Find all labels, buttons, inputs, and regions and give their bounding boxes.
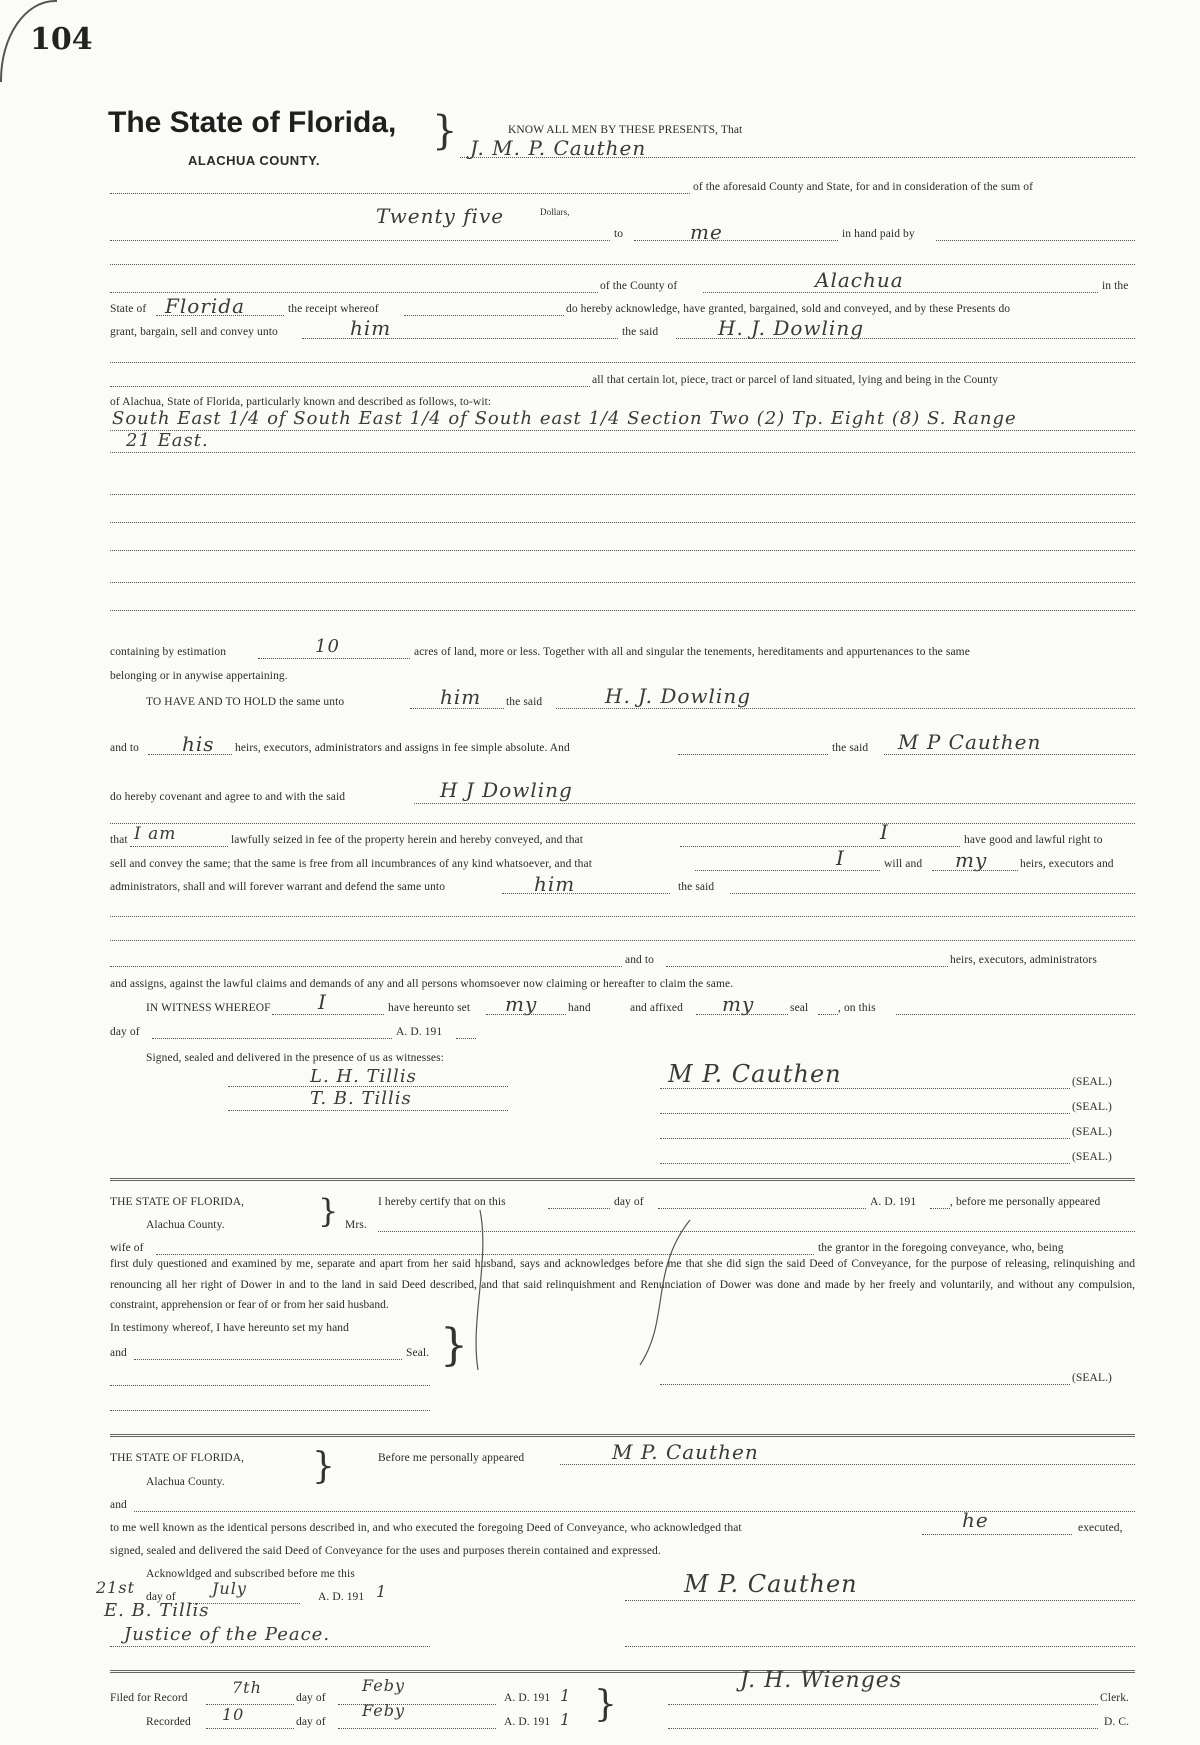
rule <box>258 658 410 659</box>
state-of-text: State of <box>110 303 147 315</box>
rule <box>818 1014 838 1015</box>
rule <box>110 916 1135 917</box>
receipt-text: the receipt whereof <box>288 303 379 315</box>
have-grantee-handwriting: H. J. Dowling <box>605 684 752 708</box>
filed-ad: A. D. 191 <box>504 1692 551 1704</box>
grantor-handwriting: J. M. P. Cauthen <box>470 136 647 160</box>
dower-county: Alachua County. <box>146 1219 225 1231</box>
ack-month-handwriting: July <box>212 1579 247 1598</box>
hand-handwriting: my <box>505 992 538 1016</box>
header-brace: } <box>432 108 458 154</box>
acres-handwriting: 10 <box>315 636 340 657</box>
rule <box>668 1728 1098 1729</box>
filed-year-handwriting: 1 <box>560 1686 572 1705</box>
ack-acknowledged: Acknowldged and subscribed before me this <box>146 1568 355 1580</box>
containing-text: containing by estimation <box>110 646 227 658</box>
rule <box>110 550 1135 551</box>
rule <box>110 966 622 967</box>
rule <box>414 803 1135 804</box>
rec-dayof: day of <box>296 1716 326 1728</box>
dower-brace: } <box>318 1192 339 1230</box>
grantor-signature: M P. Cauthen <box>668 1060 842 1088</box>
ack-before: Before me personally appeared <box>378 1452 525 1464</box>
rule <box>110 582 1135 583</box>
dower-state: THE STATE OF FLORIDA, <box>110 1196 245 1208</box>
rec-day-handwriting: 10 <box>222 1705 245 1724</box>
rule <box>730 893 1135 894</box>
said-grantor-handwriting: M P Cauthen <box>898 730 1042 754</box>
section-divider <box>110 1434 1135 1437</box>
rule <box>206 1704 294 1705</box>
dower-seal: (SEAL.) <box>1072 1372 1112 1384</box>
rule <box>660 1113 1070 1114</box>
the-said-text: the said <box>622 326 659 338</box>
rule <box>110 362 1135 363</box>
in-the-text: in the <box>1102 280 1129 292</box>
rule <box>660 1138 1070 1139</box>
dower-brace-2: } <box>440 1320 468 1371</box>
rule <box>456 1038 476 1039</box>
filed-dayof: day of <box>296 1692 326 1704</box>
rule <box>110 522 1135 523</box>
ack-known: to me well known as the identical persons described in, and who executed the foregoing Deed of Conveyance, who acknowledged that <box>110 1522 742 1534</box>
rule <box>634 240 838 241</box>
seized-handwriting: I <box>880 820 889 844</box>
pen-stroke-mark <box>440 1200 740 1380</box>
all-that-text: all that certain lot, piece, tract or parcel of land situated, lying and being in the County <box>592 374 999 386</box>
seal-3: (SEAL.) <box>1072 1126 1112 1138</box>
affixed-handwriting: my <box>722 992 755 1016</box>
covenant-handwriting: H J Dowling <box>440 778 573 802</box>
witness-2-handwriting: T. B. Tillis <box>310 1088 412 1109</box>
and-to-2-text: and to <box>625 954 655 966</box>
filed-month-handwriting: Feby <box>362 1676 405 1695</box>
witness-text: IN WITNESS WHEREOF <box>146 1002 271 1014</box>
sell-text: sell and convey the same; that the same is free from all incumbrances of any kind whatsoever, and that <box>110 858 593 870</box>
assigns-text: and assigns, against the lawful claims and demands of any and all persons whomsoever now claiming or hereafter to claim the same. <box>110 978 734 990</box>
section-divider <box>110 1670 1135 1673</box>
rule <box>110 292 598 293</box>
dower-grantor: the grantor in the foregoing conveyance, who, being <box>818 1242 1064 1254</box>
rule <box>556 708 1135 709</box>
rule <box>703 292 1098 293</box>
rule <box>560 1464 1135 1465</box>
rule <box>110 264 1135 265</box>
admins-text: administrators, shall and will forever warrant and defend the same unto <box>110 881 446 893</box>
dower-certify: I hereby certify that on this <box>378 1196 506 1208</box>
rule <box>156 315 284 316</box>
rec-year-handwriting: 1 <box>560 1710 572 1729</box>
have-unto-handwriting: him <box>440 685 482 709</box>
description-line-1: South East 1/4 of South East 1/4 of South east 1/4 Section Two (2) Tp. Eight (8) S. Range <box>112 408 1017 429</box>
heirs-exec-text: heirs, executors and <box>1020 858 1114 870</box>
state-title: The State of Florida, <box>108 106 397 139</box>
rule <box>660 1088 1070 1089</box>
clerk-signature: J. H. Wienges <box>740 1668 903 1693</box>
in-hand-text: in hand paid by <box>842 228 915 240</box>
acknowledge-text: do hereby acknowledge, have granted, bargained, sold and conveyed, and by these Presents do <box>566 303 1011 315</box>
rule <box>110 240 610 241</box>
rule <box>696 1014 788 1015</box>
of-alachua-text: of Alachua, State of Florida, particularly known and described as follows, to-wit: <box>110 396 492 408</box>
seal-1: (SEAL.) <box>1072 1076 1112 1088</box>
right-text: have good and lawful right to <box>964 834 1103 846</box>
know-all-text: KNOW ALL MEN BY THESE PRESENTS, That <box>508 124 743 136</box>
dower-ad: A. D. 191 <box>870 1196 917 1208</box>
rule <box>410 708 504 709</box>
rule <box>660 1163 1070 1164</box>
hand-text: hand <box>568 1002 591 1014</box>
rec-ad: A. D. 191 <box>504 1716 551 1728</box>
rule <box>302 338 618 339</box>
dc-text: D. C. <box>1104 1716 1130 1728</box>
ad-text: A. D. 191 <box>396 1026 443 1038</box>
filed-text: Filed for Record <box>110 1692 188 1704</box>
rule <box>936 240 1135 241</box>
rule <box>110 430 1135 431</box>
that-handwriting: I am <box>134 824 177 844</box>
rule <box>134 1359 402 1360</box>
dower-seal-dot: Seal. <box>406 1347 430 1359</box>
acres-text: acres of land, more or less. Together with all and singular the tenements, hereditaments and appurtenances to the same <box>414 646 970 658</box>
ack-and: and <box>110 1499 127 1511</box>
dower-mrs: Mrs. <box>345 1219 367 1231</box>
seized-text: lawfully seized in fee of the property herein and hereby conveyed, and that <box>231 834 584 846</box>
witness-handwriting: I <box>318 990 327 1014</box>
rule <box>660 1384 1070 1385</box>
seal-on-text: seal <box>790 1002 809 1014</box>
rule <box>680 846 960 847</box>
heirs-exec-2-text: heirs, executors, administrators <box>950 954 1097 966</box>
ack-signature: M P. Cauthen <box>684 1570 858 1598</box>
witness-1-handwriting: L. H. Tillis <box>310 1066 417 1087</box>
county-handwriting: Alachua <box>815 268 904 292</box>
dower-day-of: day of <box>614 1196 644 1208</box>
ack-brace: } <box>312 1446 335 1487</box>
dower-and: and <box>110 1347 127 1359</box>
filing-brace: } <box>594 1684 617 1725</box>
will-handwriting: my <box>955 848 988 872</box>
seal-2: (SEAL.) <box>1072 1101 1112 1113</box>
signed-text: Signed, sealed and delivered in the presence of us as witnesses: <box>146 1052 444 1064</box>
clerk-text: Clerk. <box>1100 1692 1130 1704</box>
justice-name-handwriting: E. B. Tillis <box>104 1600 210 1621</box>
unto-handwriting: him <box>350 316 392 340</box>
hereunto-text: have hereunto set <box>388 1002 471 1014</box>
dower-appeared: , before me personally appeared <box>950 1196 1101 1208</box>
rule <box>110 1385 430 1386</box>
rule <box>460 157 1135 158</box>
rule <box>625 1646 1135 1647</box>
rule <box>152 1038 392 1039</box>
rule <box>130 846 228 847</box>
county-heading: ALACHUA COUNTY. <box>188 153 320 168</box>
rule <box>486 1014 566 1015</box>
rule <box>896 1014 1135 1015</box>
to-have-text: TO HAVE AND TO HOLD the same unto <box>146 696 345 708</box>
covenant-text: do hereby covenant and agree to and with the said <box>110 791 346 803</box>
aforesaid-text: of the aforesaid County and State, for and in consideration of the sum of <box>693 181 1034 193</box>
rule <box>930 1208 950 1209</box>
grantee-handwriting: H. J. Dowling <box>718 316 865 340</box>
ack-executed: executed, <box>1078 1522 1123 1534</box>
seal-4: (SEAL.) <box>1072 1151 1112 1163</box>
rule <box>932 870 1018 871</box>
rule <box>110 193 690 194</box>
rule <box>110 494 1135 495</box>
justice-title-handwriting: Justice of the Peace. <box>124 1624 331 1645</box>
dollars-text: Dollars, <box>540 207 570 217</box>
rule <box>110 610 1135 611</box>
day-of-text: day of <box>110 1026 140 1038</box>
admins-said-text: the said <box>678 881 715 893</box>
sum-handwriting: Twenty five <box>376 204 505 228</box>
rule <box>148 754 232 755</box>
dower-testimony: In testimony whereof, I have hereunto set my hand <box>110 1322 349 1334</box>
belonging-text: belonging or in anywise appertaining. <box>110 670 288 682</box>
recorded-text: Recorded <box>146 1716 191 1728</box>
ack-year-handwriting: 1 <box>376 1582 388 1601</box>
that-text: that <box>110 834 128 846</box>
rule <box>206 1728 294 1729</box>
filed-day-handwriting: 7th <box>232 1678 262 1697</box>
will-and-text: will and <box>884 858 923 870</box>
admins-handwriting: him <box>534 872 576 896</box>
page-number: 104 <box>30 22 93 57</box>
rule <box>502 893 670 894</box>
rule <box>676 338 1135 339</box>
ack-signed: signed, sealed and delivered the said Deed of Conveyance for the uses and purposes therein contained and expressed. <box>110 1545 661 1557</box>
rule <box>404 315 564 316</box>
ack-county: Alachua County. <box>146 1476 225 1488</box>
of-county-text: of the County of <box>600 280 678 292</box>
rule <box>110 1410 430 1411</box>
rule <box>922 1534 1072 1535</box>
rule <box>884 754 1135 755</box>
ack-state: THE STATE OF FLORIDA, <box>110 1452 245 1464</box>
rule <box>110 940 1135 941</box>
rec-month-handwriting: Feby <box>362 1701 405 1720</box>
sell-handwriting: I <box>836 846 845 870</box>
ack-before-handwriting: M P. Cauthen <box>612 1440 759 1464</box>
rule <box>110 823 1135 824</box>
ack-day-handwriting: 21st <box>96 1578 135 1597</box>
ack-ad: A. D. 191 <box>318 1591 365 1603</box>
rule <box>668 1704 1098 1705</box>
dower-wife-of: wife of <box>110 1242 144 1254</box>
have-said-text: the said <box>506 696 543 708</box>
section-divider <box>110 1178 1135 1181</box>
dower-body: first duly questioned and examined by me, separate and apart from her said husband, says and acknowledges before me that she did sign the said Deed of Conveyance, for the purpose of releasing, relinquishing and renouncing all her right of Dower in and to the land in said Deed described, and that said relinquishment and Renunciation of Dower was done and made by her freely and voluntarily, and without any compulsion, constraint, apprehension or fear of or from her said husband. <box>110 1258 1135 1311</box>
rule <box>110 386 590 387</box>
rule <box>625 1600 1135 1601</box>
heirs-text: heirs, executors, administrators and assigns in fee simple absolute. And <box>235 742 570 754</box>
to-handwriting: me <box>690 220 723 244</box>
ack-dayof: day of <box>146 1591 176 1603</box>
ack-known-handwriting: he <box>962 1508 989 1532</box>
rule <box>110 1646 430 1647</box>
rule <box>678 754 828 755</box>
and-to-text: and to <box>110 742 140 754</box>
affixed-text: and affixed <box>630 1002 683 1014</box>
rule <box>666 966 948 967</box>
rule <box>695 870 880 871</box>
rule <box>110 452 1135 453</box>
to-text: to <box>614 228 624 240</box>
rule <box>228 1086 508 1087</box>
description-line-2: 21 East. <box>126 430 209 451</box>
rule <box>272 1014 384 1015</box>
rule <box>228 1110 508 1111</box>
grant-text: grant, bargain, sell and convey unto <box>110 326 278 338</box>
heirs-handwriting: his <box>182 732 215 756</box>
rule <box>338 1728 496 1729</box>
on-this-text: , on this <box>838 1002 876 1014</box>
state-handwriting: Florida <box>165 294 245 318</box>
and-said-text: the said <box>832 742 869 754</box>
